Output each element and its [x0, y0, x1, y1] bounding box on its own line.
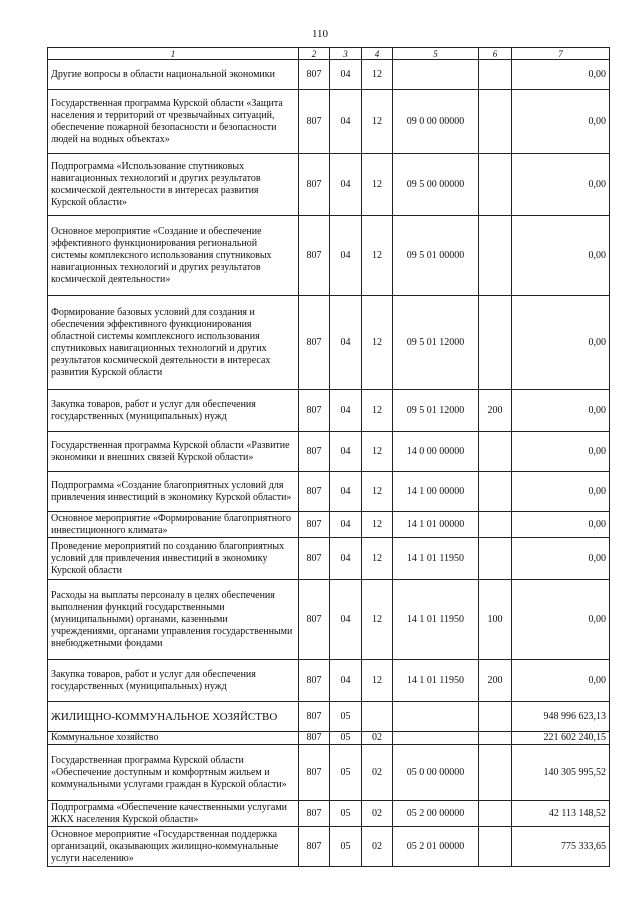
row-sum: 0,00 [512, 472, 610, 512]
row-sum: 42 113 148,52 [512, 801, 610, 827]
row-pr: 02 [362, 801, 393, 827]
row-rz: 04 [330, 216, 362, 296]
table-row [48, 216, 610, 296]
row-pr: 12 [362, 216, 393, 296]
column-number: 3 [330, 48, 362, 60]
table-row [48, 660, 610, 702]
row-rz: 04 [330, 660, 362, 702]
row-vr [479, 801, 512, 827]
row-name: Формирование базовых условий для создания и обеспечения эффективного функционирования областной системы комплексного использования спутниковых навигационных технологий и других результатов космической деятельности в интересах развития Курской области [48, 296, 299, 390]
row-vr [479, 60, 512, 90]
row-rz: 05 [330, 732, 362, 745]
row-name: Основное мероприятие «Создание и обеспечение эффективного функционирования региональной системы комплексного использования спутниковых навигационных технологий и других результатов космической деятельности» [48, 216, 299, 296]
row-pr: 12 [362, 660, 393, 702]
table-row [48, 512, 610, 538]
row-name: Проведение мероприятий по созданию благоприятных условий для привлечения инвестиций в экономику Курской области [48, 538, 299, 580]
row-gr: 807 [299, 801, 330, 827]
row-rz: 04 [330, 512, 362, 538]
row-vr [479, 216, 512, 296]
table-header-row [48, 48, 610, 60]
row-name: Государственная программа Курской области «Обеспечение доступным и комфортным жильем и коммунальными услугами граждан в Курской области» [48, 745, 299, 801]
row-vr [479, 702, 512, 732]
row-sum: 0,00 [512, 296, 610, 390]
column-number: 6 [479, 48, 512, 60]
row-csr: 14 0 00 00000 [393, 432, 479, 472]
row-sum: 0,00 [512, 660, 610, 702]
row-gr: 807 [299, 472, 330, 512]
row-pr: 12 [362, 60, 393, 90]
row-rz: 05 [330, 702, 362, 732]
row-csr [393, 60, 479, 90]
row-vr [479, 827, 512, 867]
row-gr: 807 [299, 538, 330, 580]
row-name: Закупка товаров, работ и услуг для обеспечения государственных (муниципальных) нужд [48, 660, 299, 702]
table-row [48, 60, 610, 90]
row-gr: 807 [299, 296, 330, 390]
budget-table [47, 47, 610, 867]
row-name: Подпрограмма «Создание благоприятных условий для привлечения инвестиций в экономику Курской области» [48, 472, 299, 512]
row-csr: 05 2 01 00000 [393, 827, 479, 867]
row-sum: 775 333,65 [512, 827, 610, 867]
row-rz: 05 [330, 745, 362, 801]
row-gr: 807 [299, 745, 330, 801]
row-sum: 0,00 [512, 538, 610, 580]
row-rz: 05 [330, 827, 362, 867]
row-name: Подпрограмма «Обеспечение качественными услугами ЖКХ населения Курской области» [48, 801, 299, 827]
row-gr: 807 [299, 660, 330, 702]
row-name: ЖИЛИЩНО-КОММУНАЛЬНОЕ ХОЗЯЙСТВО [48, 702, 299, 732]
row-name: Расходы на выплаты персоналу в целях обеспечения выполнения функций государственными (муниципальными) органами, казенными учреждениями, органами управления государственными внебюджетными фондами [48, 580, 299, 660]
row-csr: 09 5 00 00000 [393, 154, 479, 216]
row-vr [479, 296, 512, 390]
row-sum: 948 996 623,13 [512, 702, 610, 732]
row-sum: 140 305 995,52 [512, 745, 610, 801]
row-gr: 807 [299, 60, 330, 90]
row-vr [479, 732, 512, 745]
row-csr: 09 5 01 12000 [393, 390, 479, 432]
table-row [48, 580, 610, 660]
row-gr: 807 [299, 154, 330, 216]
row-csr: 05 2 00 00000 [393, 801, 479, 827]
table-row [48, 472, 610, 512]
row-pr: 12 [362, 472, 393, 512]
row-vr [479, 432, 512, 472]
row-csr: 05 0 00 00000 [393, 745, 479, 801]
table-row [48, 745, 610, 801]
row-rz: 05 [330, 801, 362, 827]
column-number: 2 [299, 48, 330, 60]
row-csr [393, 732, 479, 745]
row-rz: 04 [330, 390, 362, 432]
row-pr: 12 [362, 296, 393, 390]
table-row [48, 801, 610, 827]
column-number: 5 [393, 48, 479, 60]
table-row [48, 432, 610, 472]
row-gr: 807 [299, 90, 330, 154]
row-vr [479, 472, 512, 512]
table-row [48, 90, 610, 154]
row-pr: 12 [362, 90, 393, 154]
row-pr: 12 [362, 512, 393, 538]
row-csr: 14 1 00 00000 [393, 472, 479, 512]
row-vr [479, 745, 512, 801]
table-row [48, 154, 610, 216]
column-number: 1 [48, 48, 299, 60]
row-gr: 807 [299, 827, 330, 867]
table-row [48, 732, 610, 745]
row-csr: 14 1 01 11950 [393, 580, 479, 660]
row-vr [479, 512, 512, 538]
row-gr: 807 [299, 580, 330, 660]
row-name: Коммунальное хозяйство [48, 732, 299, 745]
row-vr: 200 [479, 660, 512, 702]
row-csr: 09 5 01 12000 [393, 296, 479, 390]
row-gr: 807 [299, 216, 330, 296]
row-name: Другие вопросы в области национальной экономики [48, 60, 299, 90]
row-pr: 02 [362, 745, 393, 801]
row-sum: 0,00 [512, 154, 610, 216]
table-row [48, 296, 610, 390]
table-row [48, 390, 610, 432]
page-number: 110 [311, 28, 329, 40]
row-sum: 0,00 [512, 216, 610, 296]
row-rz: 04 [330, 154, 362, 216]
row-sum: 221 602 240,15 [512, 732, 610, 745]
row-rz: 04 [330, 472, 362, 512]
row-name: Основное мероприятие «Государственная поддержка организаций, оказывающих жилищно-коммунальные услуги населению» [48, 827, 299, 867]
row-pr: 12 [362, 390, 393, 432]
row-pr: 12 [362, 538, 393, 580]
row-rz: 04 [330, 432, 362, 472]
row-csr: 14 1 01 00000 [393, 512, 479, 538]
row-sum: 0,00 [512, 390, 610, 432]
row-pr [362, 702, 393, 732]
row-csr [393, 702, 479, 732]
row-name: Закупка товаров, работ и услуг для обеспечения государственных (муниципальных) нужд [48, 390, 299, 432]
row-vr: 200 [479, 390, 512, 432]
table-row [48, 827, 610, 867]
row-gr: 807 [299, 732, 330, 745]
row-vr: 100 [479, 580, 512, 660]
row-rz: 04 [330, 538, 362, 580]
row-pr: 12 [362, 432, 393, 472]
row-pr: 12 [362, 154, 393, 216]
row-rz: 04 [330, 90, 362, 154]
row-csr: 14 1 01 11950 [393, 538, 479, 580]
row-name: Основное мероприятие «Формирование благоприятного инвестиционного климата» [48, 512, 299, 538]
row-pr: 02 [362, 732, 393, 745]
row-rz: 04 [330, 580, 362, 660]
row-gr: 807 [299, 390, 330, 432]
row-rz: 04 [330, 60, 362, 90]
table-row [48, 702, 610, 732]
row-vr [479, 90, 512, 154]
table-row [48, 538, 610, 580]
row-sum: 0,00 [512, 512, 610, 538]
row-csr: 14 1 01 11950 [393, 660, 479, 702]
row-vr [479, 538, 512, 580]
row-name: Государственная программа Курской области «Защита населения и территорий от чрезвычайных ситуаций, обеспечение пожарной безопасности и безопасности людей на водных объектах» [48, 90, 299, 154]
column-number: 7 [512, 48, 610, 60]
row-name: Подпрограмма «Использование спутниковых навигационных технологий и других результатов космической деятельности в интересах развития Курской области» [48, 154, 299, 216]
row-sum: 0,00 [512, 60, 610, 90]
row-gr: 807 [299, 512, 330, 538]
row-sum: 0,00 [512, 432, 610, 472]
row-sum: 0,00 [512, 580, 610, 660]
row-name: Государственная программа Курской области «Развитие экономики и внешних связей Курской области» [48, 432, 299, 472]
row-gr: 807 [299, 432, 330, 472]
row-csr: 09 0 00 00000 [393, 90, 479, 154]
row-gr: 807 [299, 702, 330, 732]
row-vr [479, 154, 512, 216]
column-number: 4 [362, 48, 393, 60]
row-csr: 09 5 01 00000 [393, 216, 479, 296]
row-rz: 04 [330, 296, 362, 390]
row-sum: 0,00 [512, 90, 610, 154]
row-pr: 02 [362, 827, 393, 867]
row-pr: 12 [362, 580, 393, 660]
